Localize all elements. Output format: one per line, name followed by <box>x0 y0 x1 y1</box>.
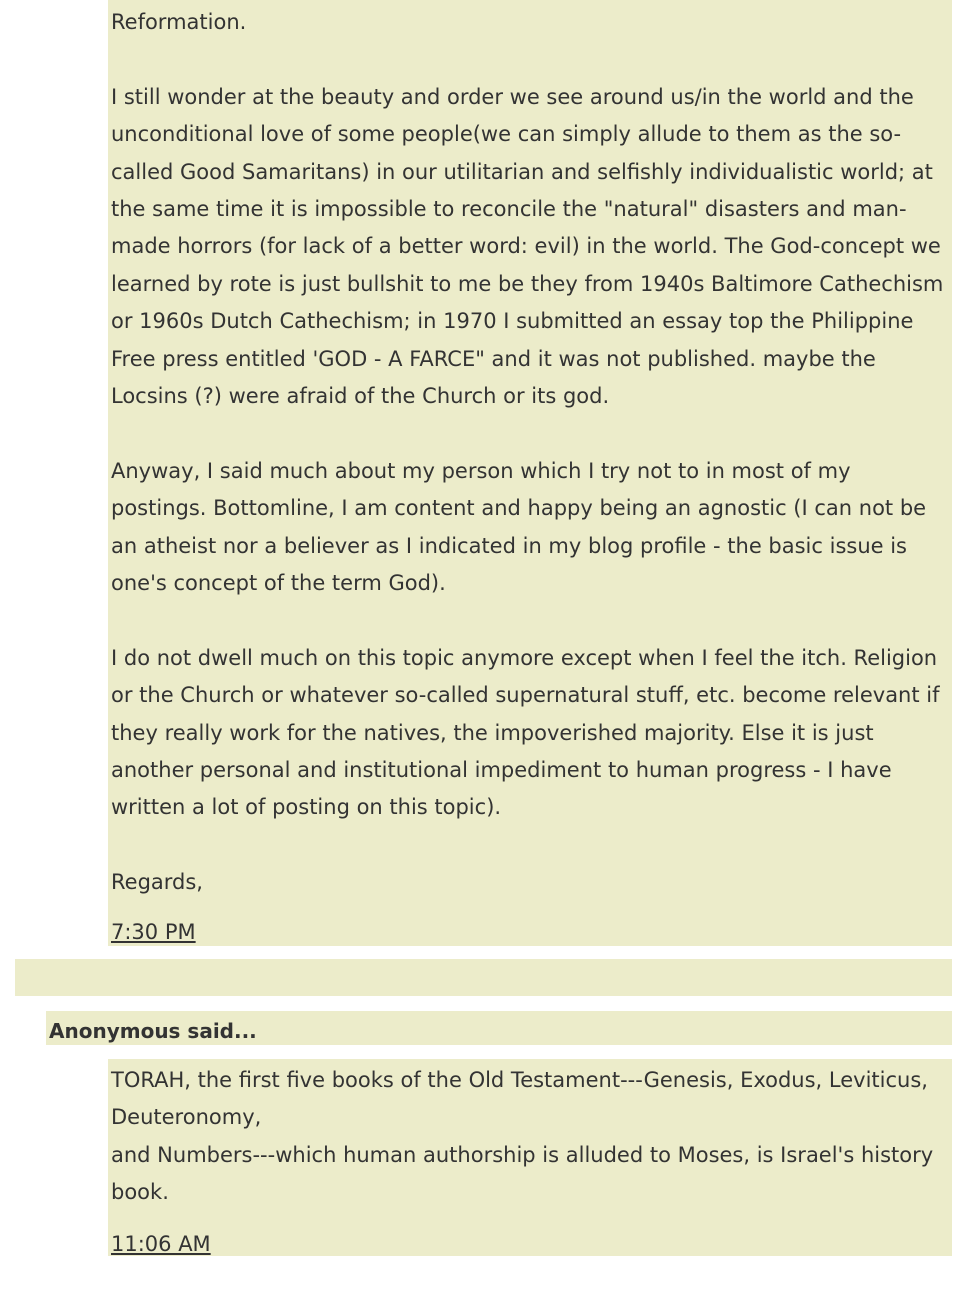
comment-paragraph: I still wonder at the beauty and order we see around us/in the world and the unconditional love of some people(we can simply allude to them as the so-called Good Samaritans) in our utilitarian and selfishly individualistic world; at the same time it is impossible to reconcile the "natural" disasters and man-made horrors (for lack of a better word: evil) in the world. The God-concept we learned by rote is just bullshit to me be they from 1940s Baltimore Cathechism or 1960s Dutch Cathechism; in 1970 I submitted an essay top the Philippine Free press entitled 'GOD - A FARCE" and it was not published. maybe the Locsins (?) were afraid of the Church or its god. <box>111 84 944 409</box>
comment-author: Anonymous said... <box>46 1011 952 1045</box>
comment-paragraph: Regards, <box>111 870 203 895</box>
comment-paragraph: Reformation. <box>111 10 247 34</box>
comment-body <box>108 1059 952 1256</box>
comment-timestamp-link[interactable]: 7:30 PM <box>111 920 196 944</box>
comment-paragraph: I do not dwell much on this topic anymore except when I feel the itch. Religion or the Church or whatever so-called supernatural stuff, etc. become relevant if they really work for the natives, the impoverished majority. Else it is just another personal and institutional impediment to human progress - I have written a lot of posting on this topic). <box>111 645 940 820</box>
comment-line: TORAH, the first five books of the Old Testament---Genesis, Exodus, Leviticus, Deuteronomy, <box>111 1068 928 1130</box>
comment-timestamp-link[interactable]: 11:06 AM <box>111 1232 211 1256</box>
comment-body <box>108 0 952 946</box>
comment-divider <box>15 959 952 996</box>
comment-line: and Numbers---which human authorship is alluded to Moses, is Israel's history book. <box>111 1142 934 1205</box>
comment-paragraph: Anyway, I said much about my person which I try not to in most of my postings. Bottomline, I am content and happy being an agnostic (I can not be an atheist nor a believer as I indicated in my blog profile - the basic issue is one's concept of the term God). <box>111 458 927 596</box>
